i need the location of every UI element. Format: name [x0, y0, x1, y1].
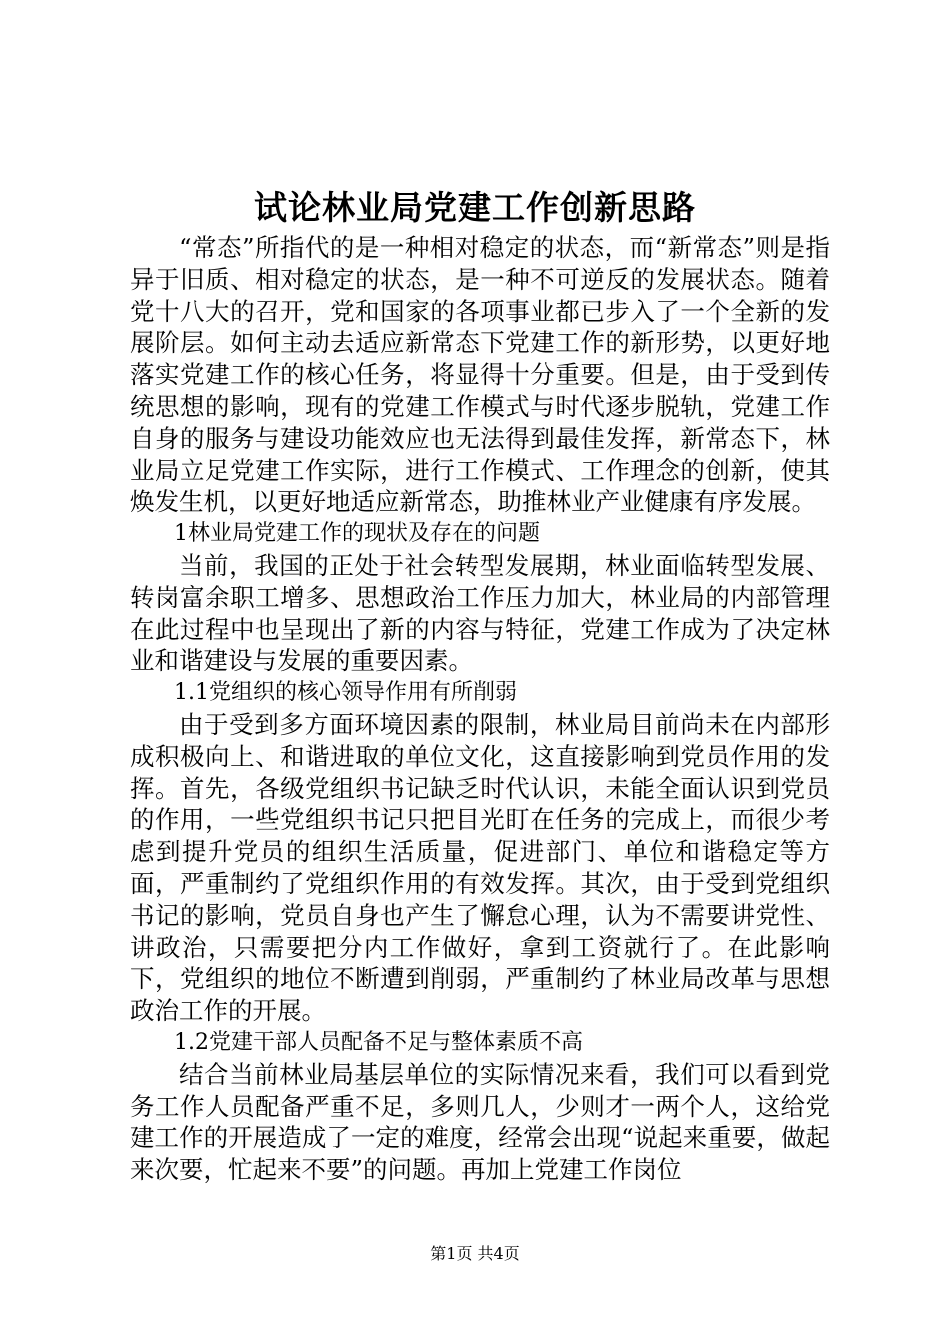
paragraph: 由于受到多方面环境因素的限制，林业局目前尚未在内部形成积极向上、和谐进取的单位文化，这直接影响到党员作用的发挥。首先，各级党组织书记缺乏时代认识，未能全面认识到党员的作用，一些党组织书记只把目光盯在任务的完成上，而很少考虑到提升党员的组织生活质量，促进部门、单位和谐稳定等方面，严重制约了党组织作用的有效发挥。其次，由于受到党组织书记的影响，党员自身也产生了懈怠心理，认为不需要讲党性、讲政治，只需要把分内工作做好，拿到工资就行了。在此影响下，党组织的地位不断遭到削弱，严重制约了林业局改革与思想政治工作的开展。	[130, 709, 830, 1026]
document-body	[130, 232, 830, 1186]
section-heading: 1林业局党建工作的现状及存在的问题	[174, 521, 540, 547]
section-heading: 1.2党建干部人员配备不足与整体素质不高	[174, 1029, 583, 1055]
page-number-footer: 第1页 共4页	[430, 1244, 520, 1263]
paragraph: 当前，我国的正处于社会转型发展期，林业面临转型发展、转岗富余职工增多、思想政治工作压力加大，林业局的内部管理在此过程中也呈现出了新的内容与特征，党建工作成为了决定林业和谐建设与发展的重要因素。	[130, 550, 830, 676]
paragraph: “常态”所指代的是一种相对稳定的状态，而“新常态”则是指异于旧质、相对稳定的状态，是一种不可逆反的发展状态。随着党十八大的召开，党和国家的各项事业都已步入了一个全新的发展阶层。如何主动去适应新常态下党建工作的新形势，以更好地落实党建工作的核心任务，将显得十分重要。但是，由于受到传统思想的影响，现有的党建工作模式与时代逐步脱轨，党建工作自身的服务与建设功能效应也无法得到最佳发挥，新常态下，林业局立足党建工作实际，进行工作模式、工作理念的创新，使其焕发生机，以更好地适应新常态，助推林业产业健康有序发展。	[130, 233, 830, 517]
section-heading: 1.1党组织的核心领导作用有所削弱	[174, 680, 517, 706]
document-title: 试论林业局党建工作创新思路	[254, 188, 696, 227]
paragraph: 结合当前林业局基层单位的实际情况来看，我们可以看到党务工作人员配备严重不足，多则几人，少则才一两个人，这给党建工作的开展造成了一定的难度，经常会出现“说起来重要，做起来次要，忙起来不要”的问题。再加上党建工作岗位	[130, 1059, 830, 1185]
